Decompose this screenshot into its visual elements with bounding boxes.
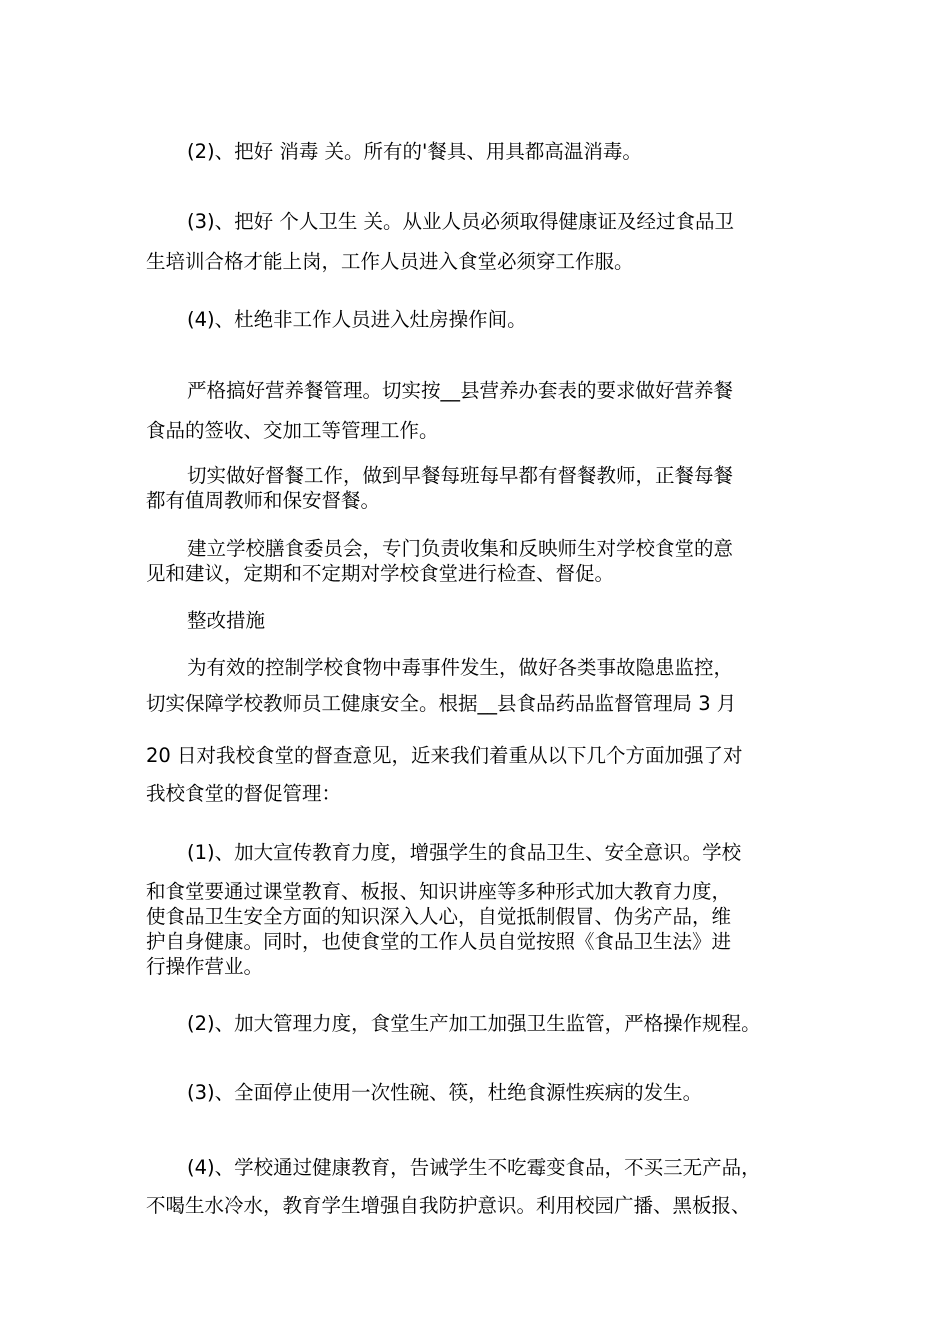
text-line: 见和建议，定期和不定期对学校食堂进行检查、督促。 bbox=[146, 562, 615, 585]
text-line: 使食品卫生安全方面的知识深入人心，自觉抵制假冒、伪劣产品，维 bbox=[146, 905, 732, 928]
text-line: 不喝生水冷水，教育学生增强自我防护意识。利用校园广播、黑板报、 bbox=[146, 1194, 751, 1217]
text-line: 护自身健康。同时，也使食堂的工作人员自觉按照《食品卫生法》进 bbox=[146, 930, 732, 953]
text-line: 切实做好督餐工作，做到早餐每班每早都有督餐教师，正餐每餐 bbox=[187, 464, 734, 487]
text-line: (2)、加大管理力度，食堂生产加工加强卫生监管，严格操作规程。 bbox=[187, 1012, 761, 1035]
text-line: (2)、把好 消毒 关。所有的'餐具、用具都高温消毒。 bbox=[187, 140, 642, 163]
text-line: 都有值周教师和保安督餐。 bbox=[146, 489, 381, 512]
text-line: 为有效的控制学校食物中毒事件发生，做好各类事故隐患监控， bbox=[187, 656, 734, 679]
text-line: (4)、学校通过健康教育，告诫学生不吃霉变食品，不买三无产品， bbox=[187, 1156, 761, 1179]
text-line: 建立学校膳食委员会，专门负责收集和反映师生对学校食堂的意 bbox=[187, 537, 734, 560]
text-line: 我校食堂的督促管理： bbox=[146, 782, 342, 805]
text-line: 生培训合格才能上岗，工作人员进入食堂必须穿工作服。 bbox=[146, 250, 634, 273]
text-line: (3)、全面停止使用一次性碗、筷，杜绝食源性疾病的发生。 bbox=[187, 1081, 703, 1104]
text-line: (3)、把好 个人卫生 关。从业人员必须取得健康证及经过食品卫 bbox=[187, 210, 735, 233]
section-heading: 整改措施 bbox=[187, 609, 266, 632]
text-line: 食品的签收、交加工等管理工作。 bbox=[146, 419, 439, 442]
text-line: 20 日对我校食堂的督查意见，近来我们着重从以下几个方面加强了对 bbox=[146, 744, 743, 767]
text-line: (1)、加大宣传教育力度，增强学生的食品卫生、安全意识。学校 bbox=[187, 841, 742, 864]
text-line: 严格搞好营养餐管理。切实按__县营养办套表的要求做好营养餐 bbox=[187, 379, 734, 402]
text-line: 切实保障学校教师员工健康安全。根据__县食品药品监督管理局 3 月 bbox=[146, 692, 737, 715]
text-line: 行操作营业。 bbox=[146, 955, 264, 978]
text-line: (4)、杜绝非工作人员进入灶房操作间。 bbox=[187, 308, 527, 331]
text-line: 和食堂要通过课堂教育、板报、知识讲座等多种形式加大教育力度， bbox=[146, 880, 732, 903]
